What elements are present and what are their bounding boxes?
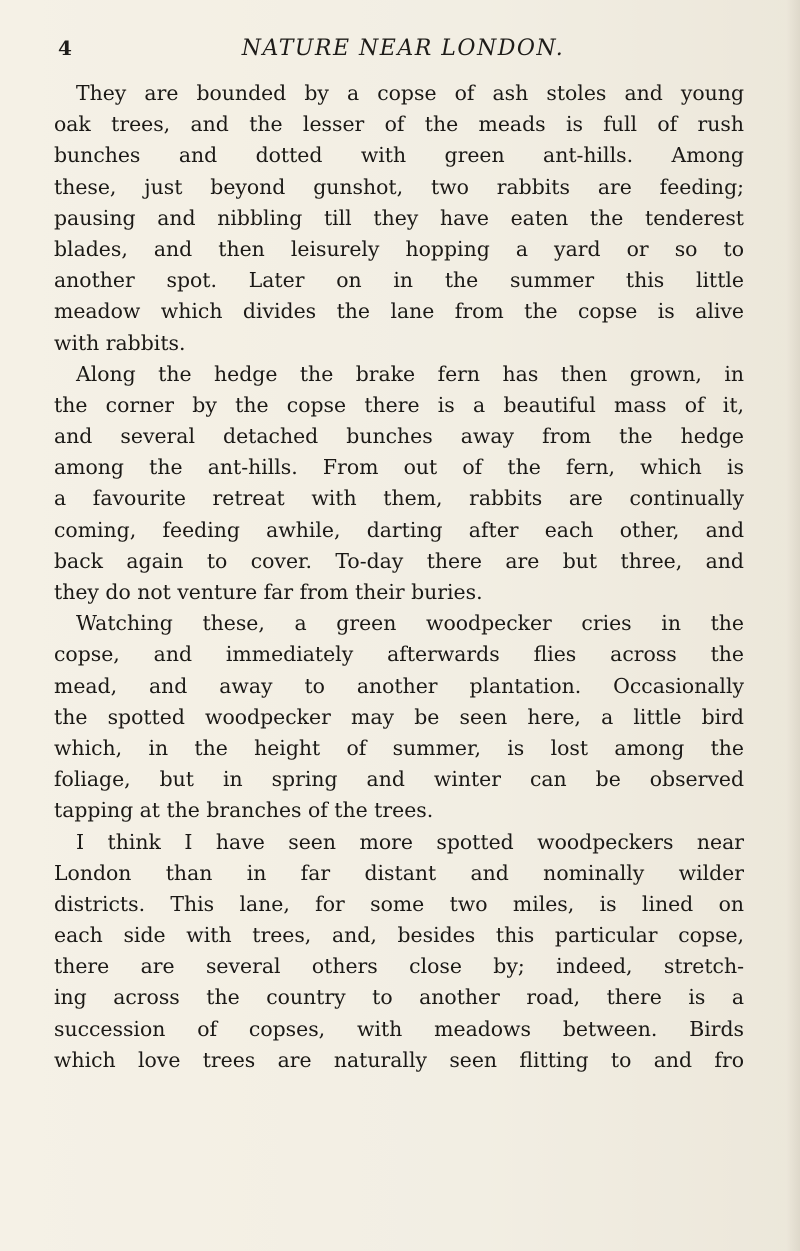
page-header <box>58 36 748 68</box>
text-line: the spotted woodpecker may be seen here, a little bird <box>54 704 744 729</box>
body-text <box>54 78 744 1076</box>
text-line: copse, and immediately afterwards flies across the <box>54 642 744 667</box>
text-line: back again to cover. To-day there are but three, and <box>54 548 744 573</box>
page-number: 4 <box>58 36 72 60</box>
text-line: which love trees are naturally seen flitting to and fro <box>54 1047 744 1072</box>
text-line: bunches and dotted with green ant-hills. Among <box>54 143 744 168</box>
text-line: I think I have seen more spotted woodpeckers near <box>76 829 744 854</box>
text-line: there are several others close by; indeed, stretch- <box>54 954 744 979</box>
text-line: Watching these, a green woodpecker cries in the <box>76 611 744 636</box>
text-line: They are bounded by a copse of ash stoles and young <box>76 81 744 105</box>
text-line: with rabbits. <box>54 330 186 355</box>
text-line: oak trees, and the lesser of the meads is full of rush <box>54 112 744 137</box>
text-line: each side with trees, and, besides this particular copse, <box>54 923 744 948</box>
text-line: mead, and away to another plantation. Occasionally <box>54 673 744 698</box>
text-line: another spot. Later on in the summer this little <box>54 268 744 293</box>
text-line: London than in far distant and nominally wilder <box>54 860 744 885</box>
text-line: these, just beyond gunshot, two rabbits are feeding; <box>54 174 744 199</box>
text-line: Along the hedge the brake fern has then grown, in <box>76 361 744 386</box>
text-line: among the ant-hills. From out of the fern, which is <box>54 455 744 480</box>
text-line: pausing and nibbling till they have eaten the tenderest <box>54 205 744 230</box>
text-line: tapping at the branches of the trees. <box>54 798 434 823</box>
text-line: districts. This lane, for some two miles, is lined on <box>54 891 744 916</box>
text-line: coming, feeding awhile, darting after each other, and <box>54 517 744 542</box>
text-line: blades, and then leisurely hopping a yard or so to <box>54 236 744 261</box>
text-line: foliage, but in spring and winter can be observed <box>54 767 744 792</box>
text-line: succession of copses, with meadows between. Birds <box>54 1016 744 1041</box>
page-edge-shadow <box>786 0 800 1251</box>
text-line: meadow which divides the lane from the copse is alive <box>54 299 744 324</box>
text-line: ing across the country to another road, there is a <box>54 985 744 1010</box>
text-line: and several detached bunches away from the hedge <box>54 424 744 449</box>
text-line: the corner by the copse there is a beautiful mass of it, <box>54 392 744 417</box>
text-line: which, in the height of summer, is lost among the <box>54 735 744 760</box>
text-line: a favourite retreat with them, rabbits are continually <box>54 486 744 511</box>
running-title: NATURE NEAR LONDON. <box>241 36 565 61</box>
text-line: they do not venture far from their buries. <box>54 580 483 604</box>
